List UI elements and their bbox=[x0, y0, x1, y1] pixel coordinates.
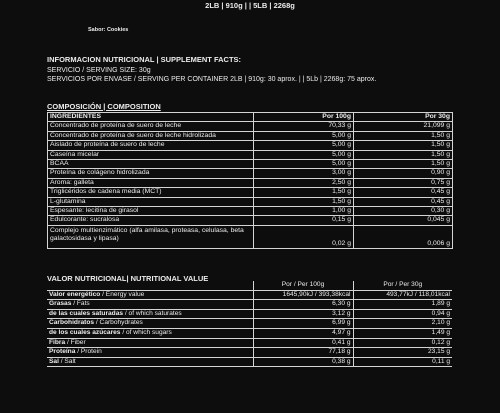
ingredient-name: Aroma: galleta bbox=[48, 178, 254, 187]
nutrient-name bbox=[47, 357, 253, 367]
nutrient-name bbox=[47, 300, 253, 310]
ingredient-name: Proteína de colágeno hidrolizada bbox=[48, 169, 254, 178]
nutritional-row bbox=[47, 338, 452, 348]
ingredient-per100: 1,00 g bbox=[254, 207, 354, 216]
nutrient-name bbox=[47, 328, 253, 338]
nutrient-per30: 2,10 g bbox=[353, 319, 452, 329]
ingredient-per30: 21,099 g bbox=[354, 122, 453, 131]
composition-row bbox=[48, 225, 453, 248]
ingredient-per100: 5,00 g bbox=[254, 141, 354, 150]
nutrient-name-es: de las cuales saturadas bbox=[49, 309, 124, 317]
ingredient-per30: 1,50 g bbox=[354, 160, 453, 169]
ingredient-per100: 0,15 g bbox=[254, 216, 354, 225]
nutrient-per100: 6,30 g bbox=[253, 300, 353, 310]
ingredient-per100: 2,50 g bbox=[254, 178, 354, 187]
composition-title: COMPOSICIÓN | COMPOSITION bbox=[47, 102, 161, 111]
ingredient-name: Edulcorante: sucralosa bbox=[48, 216, 254, 225]
composition-table bbox=[47, 112, 453, 249]
ingredient-per30: 0,30 g bbox=[354, 207, 453, 216]
ingredient-per30: 1,50 g bbox=[354, 131, 453, 140]
ingredient-per30: 1,50 g bbox=[354, 150, 453, 159]
composition-row bbox=[48, 122, 453, 131]
nutrient-per100: 3,12 g bbox=[253, 309, 353, 319]
composition-row bbox=[48, 197, 453, 206]
composition-row bbox=[48, 188, 453, 197]
ingredient-name: Concentrado de proteína de suero de leche bbox=[48, 122, 254, 131]
nutritional-row bbox=[47, 357, 452, 367]
nutrient-per100: 1645,90kJ / 393,38kcal bbox=[253, 290, 353, 300]
nutrient-name bbox=[47, 290, 253, 300]
ingredient-per100: 5,00 g bbox=[254, 131, 354, 140]
ingredient-per30: 0,45 g bbox=[354, 188, 453, 197]
ingredient-per100: 3,00 g bbox=[254, 169, 354, 178]
ingredient-name: Complejo multienzimático (alfa amilasa, proteasa, celulasa, beta galactosidasa y lipasa) bbox=[48, 225, 254, 248]
ingredient-per30: 0,45 g bbox=[354, 197, 453, 206]
ingredient-per30: 0,90 g bbox=[354, 169, 453, 178]
nutrient-per100: 4,97 g bbox=[253, 328, 353, 338]
composition-header-per100: Por 100g bbox=[254, 113, 354, 122]
ingredient-name: Concentrado de proteína de suero de leche hidrolizada bbox=[48, 131, 254, 140]
nutrient-per100: 0,38 g bbox=[253, 357, 353, 367]
nutrient-per30: 0,11 g bbox=[353, 357, 452, 367]
nutrient-name bbox=[47, 348, 253, 358]
nutritional-header-per30: Por / Per 30g bbox=[353, 281, 452, 290]
composition-row bbox=[48, 207, 453, 216]
nutritional-header-blank bbox=[47, 281, 253, 290]
composition-row bbox=[48, 141, 453, 150]
nutrient-name-es: de los cuales azúcares bbox=[49, 328, 121, 336]
nutrient-name-en: / Protein bbox=[75, 348, 102, 356]
nutrient-per100: 0,41 g bbox=[253, 338, 353, 348]
nutritional-value-table bbox=[47, 281, 452, 367]
ingredient-name: L-glutamina bbox=[48, 197, 254, 206]
nutrient-per30: 23,15 g bbox=[353, 348, 452, 358]
nutrient-name-en: / of which sugars bbox=[120, 328, 172, 336]
ingredient-per30: 0,006 g bbox=[354, 225, 453, 248]
nutritional-row bbox=[47, 300, 452, 310]
nutrient-name-en: / of which saturates bbox=[123, 309, 182, 317]
ingredient-name: Espesante: lecitina de girasol bbox=[48, 207, 254, 216]
composition-row bbox=[48, 160, 453, 169]
ingredient-per100: 5,00 g bbox=[254, 160, 354, 169]
nutritional-row bbox=[47, 290, 452, 300]
nutrient-name-en: / Fats bbox=[71, 300, 90, 308]
nutrient-name bbox=[47, 319, 253, 329]
nutrient-per100: 77,18 g bbox=[253, 348, 353, 358]
flavor-label: Sabor: Cookies bbox=[88, 27, 129, 33]
sizes-line: 2LB | 910g | | 5LB | 2268g bbox=[205, 1, 295, 10]
nutritional-header-per100: Por / Per 100g bbox=[253, 281, 353, 290]
nutrient-name-es: Carbohidratos bbox=[49, 319, 95, 327]
nutrient-name-es: Fibra bbox=[49, 338, 66, 346]
nutrient-name bbox=[47, 309, 253, 319]
nutritional-value-title: VALOR NUTRICIONAL| NUTRITIONAL VALUE bbox=[47, 274, 209, 283]
nutrient-name-es: Sal bbox=[49, 357, 59, 365]
nutritional-row bbox=[47, 319, 452, 329]
nutrient-per100: 6,99 g bbox=[253, 319, 353, 329]
servings-per-container: SERVICIOS POR ENVASE / SERVING PER CONTAINER 2LB | 910g: 30 aprox. | | 5Lb | 2268g: 75 aprox. bbox=[47, 76, 377, 83]
ingredient-name: Triglicéridos de cadena media (MCT) bbox=[48, 188, 254, 197]
ingredient-per30: 0,045 g bbox=[354, 216, 453, 225]
ingredient-per100: 0,02 g bbox=[254, 225, 354, 248]
nutrition-info-title: INFORMACION NUTRICIONAL | SUPPLEMENT FACTS: bbox=[47, 55, 242, 64]
composition-row bbox=[48, 150, 453, 159]
ingredient-per30: 0,75 g bbox=[354, 178, 453, 187]
nutrient-name-es: Valor energético bbox=[49, 290, 101, 298]
ingredient-name: BCAA bbox=[48, 160, 254, 169]
ingredient-per100: 70,33 g bbox=[254, 122, 354, 131]
nutritional-row bbox=[47, 348, 452, 358]
composition-header-ingredients: INGREDIENTES bbox=[48, 113, 254, 122]
composition-header-per30: Por 30g bbox=[354, 113, 453, 122]
composition-row bbox=[48, 216, 453, 225]
nutrient-name-en: / Fiber bbox=[65, 338, 86, 346]
nutrient-name-en: / Energy value bbox=[100, 290, 145, 298]
nutrient-name bbox=[47, 338, 253, 348]
nutrient-name-en: / Carbohydrates bbox=[94, 319, 143, 327]
ingredient-name: Caseína micelar bbox=[48, 150, 254, 159]
ingredient-per100: 1,50 g bbox=[254, 188, 354, 197]
nutrient-name-en: / Salt bbox=[58, 357, 76, 365]
nutrient-per30: 0,12 g bbox=[353, 338, 452, 348]
nutritional-row bbox=[47, 309, 452, 319]
composition-row bbox=[48, 131, 453, 140]
ingredient-name: Aislado de proteína de suero de leche bbox=[48, 141, 254, 150]
composition-row bbox=[48, 178, 453, 187]
ingredient-per100: 1,50 g bbox=[254, 197, 354, 206]
nutrient-name-es: Grasas bbox=[49, 300, 72, 308]
composition-header-row bbox=[48, 113, 453, 122]
composition-row bbox=[48, 169, 453, 178]
nutritional-row bbox=[47, 328, 452, 338]
nutrient-per30: 1,49 g bbox=[353, 328, 452, 338]
nutrient-name-es: Proteína bbox=[49, 348, 76, 356]
ingredient-per30: 1,50 g bbox=[354, 141, 453, 150]
serving-size: SERVICIO / SERVING SIZE: 30g bbox=[47, 67, 151, 74]
nutrient-per30: 1,89 g bbox=[353, 300, 452, 310]
nutrient-per30: 493,77kJ / 118,01kcal bbox=[353, 290, 452, 300]
ingredient-per100: 5,00 g bbox=[254, 150, 354, 159]
nutrient-per30: 0,94 g bbox=[353, 309, 452, 319]
nutritional-header-row bbox=[47, 281, 452, 290]
